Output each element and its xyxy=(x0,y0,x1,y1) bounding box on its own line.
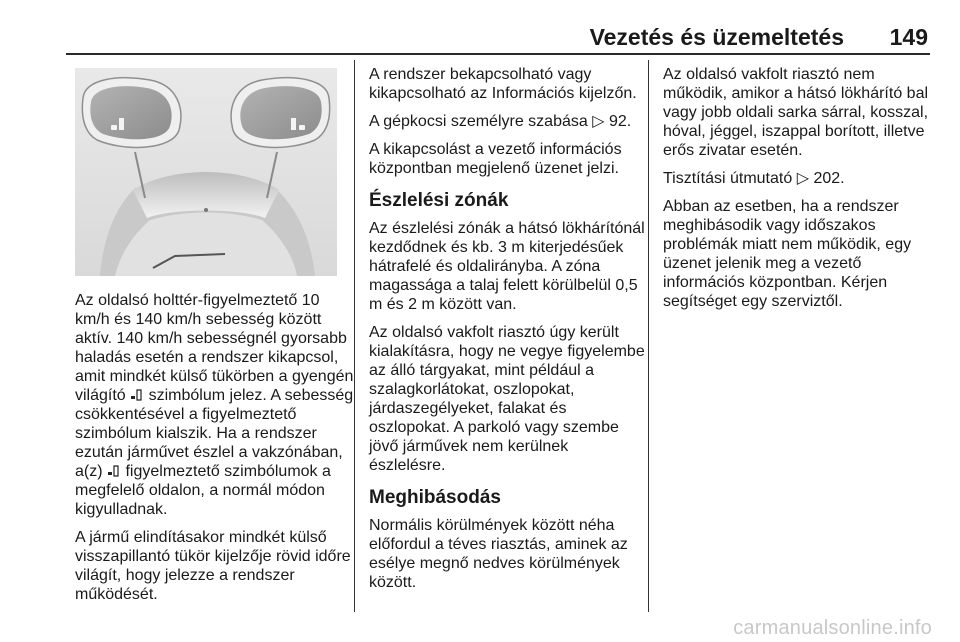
paragraph: A kikapcsolást a vezető információs központban megjelenő üzenet jelzi. xyxy=(369,141,622,177)
page-reference-arrow-icon: ▷ xyxy=(592,113,605,130)
page-header xyxy=(66,10,930,50)
column-1 xyxy=(75,291,355,613)
header-rule xyxy=(66,53,930,55)
section-heading: Meghibásodás xyxy=(369,487,501,508)
paragraph: A jármű elindításakor mindkét külső visszapillantó tükör kijelzője rövid időre világít, hogy jelezze a rendszer működését. xyxy=(75,529,351,603)
paragraph: Az oldalsó vakfolt riasztó úgy került kialakításra, hogy ne vegye figyelembe az álló tárgyakat, mint például a szalagkorlátokat, oszlopokat, járdaszegélyeket, falakat és oszlopokat. A parkoló vagy szembe jövő járművek nem kerülnek észlelésre. xyxy=(369,324,645,474)
page-number: 149 xyxy=(889,24,928,50)
paragraph xyxy=(75,291,355,519)
paragraph-text: Tisztítási útmutató xyxy=(663,170,793,187)
blind-spot-warning-icon xyxy=(130,389,144,401)
column-3 xyxy=(663,65,933,320)
blind-spot-warning-icon xyxy=(107,465,121,477)
paragraph xyxy=(663,169,933,188)
paragraph-text: A gépkocsi személyre szabása xyxy=(369,113,588,130)
page-title: Vezetés és üzemeltetés xyxy=(589,24,844,50)
paragraph-text: Az oldalsó holttér-figyelmeztető 10 km/h és 140 km/h sebesség között aktív. 140 km/h sebességnél gyorsabb haladás esetén a rendszer kikapcsol, amit mindkét külső tükörben a gyengén világító xyxy=(75,292,354,404)
column-2 xyxy=(369,65,649,601)
paragraph-text: figyelmeztető szimbólumok a megfelelő oldalon, a normál módon kigyulladnak. xyxy=(75,463,331,518)
section-heading: Észlelési zónák xyxy=(369,190,509,211)
mirror-illustration xyxy=(75,68,337,276)
page-reference-link[interactable]: 202. xyxy=(813,170,845,187)
paragraph: Normális körülmények között néha előfordul a téves riasztás, aminek az esélye megnő nedves körülmények között. xyxy=(369,517,628,591)
page-reference-arrow-icon: ▷ xyxy=(796,170,809,187)
paragraph-text: szimbólum jelez. A sebesség csökkentésével a figyelmeztető szimbólum kialszik. Ha a rendszer ezután járművet észlel a vakzónában, a(z) xyxy=(75,387,354,480)
paragraph: Az észlelési zónák a hátsó lökhárítónál kezdődnek és kb. 3 m kiterjedésűek hátrafelé és oldalirányba. A zóna magassága a talaj felett körülbelül 0,5 m és 2 m között van. xyxy=(369,220,645,313)
paragraph xyxy=(369,112,649,131)
paragraph: Abban az esetben, ha a rendszer meghibásodik vagy időszakos problémák miatt nem működik, egy üzenet jelenik meg a vezető információs központban. Kérjen segítséget egy szerviztől. xyxy=(663,198,912,310)
paragraph: Az oldalsó vakfolt riasztó nem működik, amikor a hátsó lökhárító bal vagy jobb oldali sarka sárral, kosszal, hóval, jéggel, iszappal borított, illetve erős zivatar esetén. xyxy=(663,66,929,159)
paragraph: A rendszer bekapcsolható vagy kikapcsolható az Információs kijelzőn. xyxy=(369,66,637,102)
watermark: carmanualsonline.info xyxy=(733,617,932,639)
page-reference-link[interactable]: 92. xyxy=(609,113,632,130)
